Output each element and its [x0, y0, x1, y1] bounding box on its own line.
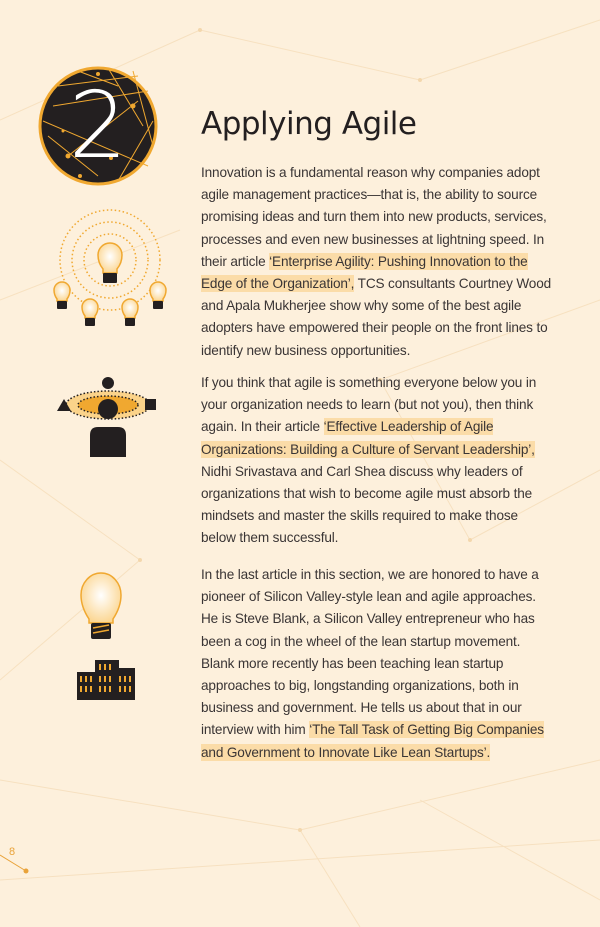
section-number: 2 [68, 72, 128, 179]
page-number: 8 [9, 846, 16, 858]
article-link-servant-leadership[interactable]: ‘Effective Leadership of Agile Organizations: Building a Culture of Servant Leadership’, [201, 419, 535, 457]
lightbulbs-network-icon [50, 205, 170, 335]
servant-leader-orbit-icon [55, 375, 160, 460]
lightbulb-building-icon [75, 565, 135, 705]
page-title: Applying Agile [201, 106, 417, 142]
paragraph-innovation [201, 162, 553, 362]
article-link-lean-startups[interactable]: ‘The Tall Task of Getting Big Companies and Government to Innovate Like Lean Startups’. [201, 722, 544, 760]
paragraph-text: Nidhi Srivastava and Carl Shea discuss why leaders of organizations that wish to become agile must absorb the mindsets and master the skills required to make those below them successful. [201, 463, 533, 546]
paragraph-steve-blank [201, 564, 553, 764]
paragraph-text: TCS consultants Courtney Wood and Apala Mukherjee show why some of the best agile adopters have empowered their people on the front lines to identify new business opportunities. [201, 276, 552, 358]
paragraph-text: In the last article in this section, we are honored to have a pioneer of Silicon Valley-style lean and agile approaches. He is Steve Blank, a Silicon Valley entrepreneur who has been a cog in the wheel of the lean startup movement. Blank more recently has been teaching lean startup approaches to big, longstanding organizations, both in business and government. He tells us about that in our interview with him [201, 567, 539, 738]
paragraph-leadership [201, 372, 553, 550]
article-link-enterprise-agility[interactable]: ‘Enterprise Agility: Pushing Innovation to the Edge of the Organization’, [201, 253, 528, 292]
paragraph-text: If you think that agile is something everyone below you in your organization needs to learn (but not you), then think again. In their article [201, 375, 537, 435]
paragraph-text: Innovation is a fundamental reason why companies adopt agile management practices—that is, the ability to source promising ideas and turn them into new products, services, processes and even new businesses at lightning speed. In their article [201, 165, 547, 269]
